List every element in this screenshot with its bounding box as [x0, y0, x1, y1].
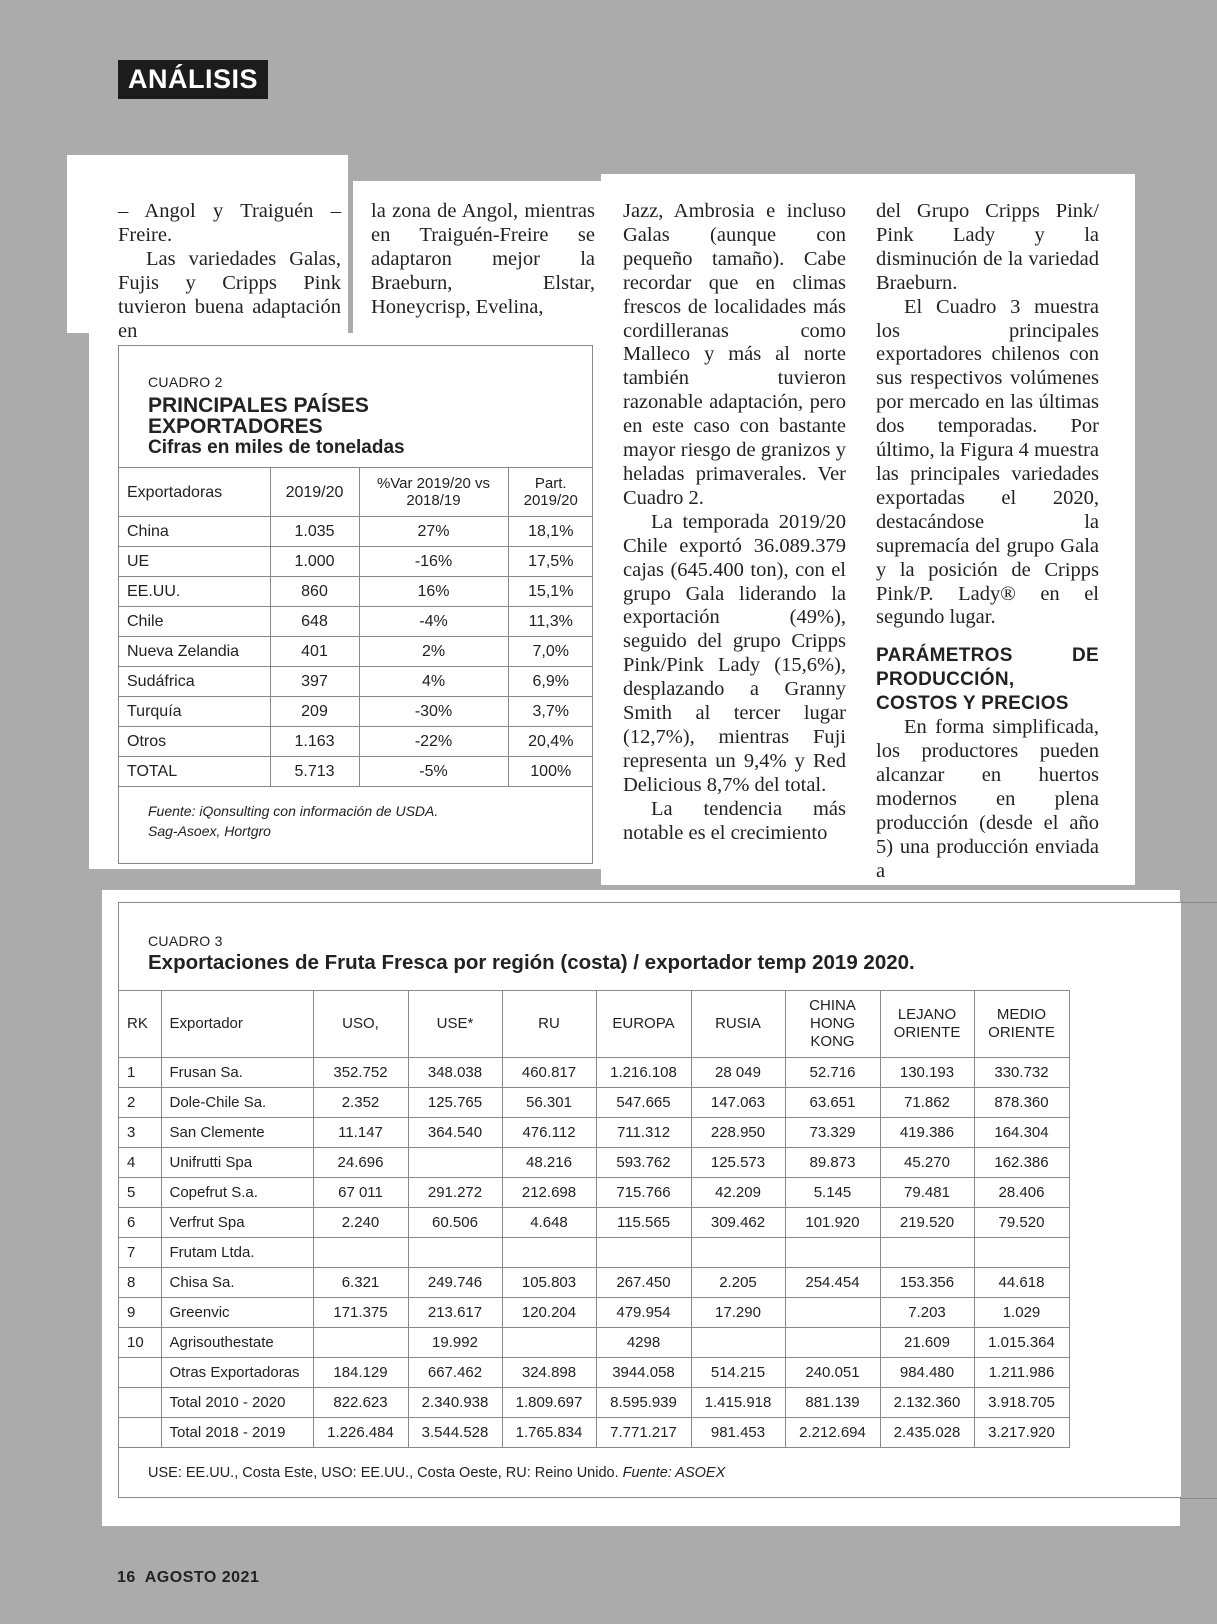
table-cell: 4.648	[502, 1208, 596, 1238]
table-cell: 4%	[359, 667, 508, 697]
table-cell: 2.240	[313, 1208, 408, 1238]
column-header-text: USO,	[342, 1015, 379, 1032]
table-row	[119, 727, 593, 757]
table-cell: 1.216.108	[596, 1058, 691, 1088]
table-cell: 981.453	[691, 1418, 785, 1448]
cuadro2-subtitle: Cifras en miles de toneladas	[148, 437, 405, 458]
table-row	[119, 637, 593, 667]
table-cell: 419.386	[880, 1118, 974, 1148]
source-line: Sag-Asoex, Hortgro	[148, 823, 271, 839]
table-row	[119, 1298, 1069, 1328]
table-cell: 5	[119, 1178, 161, 1208]
column-header	[359, 468, 508, 517]
table-cell: 67 011	[313, 1178, 408, 1208]
table-cell: 7.771.217	[596, 1418, 691, 1448]
text-column-3	[623, 200, 846, 845]
table-cell: Otras Exportadoras	[161, 1358, 313, 1388]
table-cell: 1.809.697	[502, 1388, 596, 1418]
table-cell: 89.873	[785, 1148, 880, 1178]
column-header	[502, 991, 596, 1058]
table-row	[119, 1418, 1069, 1448]
table-cell: -4%	[359, 607, 508, 637]
table-cell: 17.290	[691, 1298, 785, 1328]
text-column-2	[371, 200, 595, 320]
table-cell: 3944.058	[596, 1358, 691, 1388]
table-cell: 63.651	[785, 1088, 880, 1118]
table-cell: Turquía	[119, 697, 270, 727]
table-cell: 309.462	[691, 1208, 785, 1238]
table-row	[119, 1388, 1069, 1418]
table-cell: -22%	[359, 727, 508, 757]
column-header: 2019/20	[270, 468, 359, 517]
table-row	[119, 1268, 1069, 1298]
table-cell: 7,0%	[508, 637, 593, 667]
table-cell: 52.716	[785, 1058, 880, 1088]
table-cell: 881.139	[785, 1388, 880, 1418]
table-cell: 42.209	[691, 1178, 785, 1208]
table-cell	[691, 1328, 785, 1358]
table-cell	[785, 1238, 880, 1268]
table-cell: 6,9%	[508, 667, 593, 697]
table-cell	[785, 1298, 880, 1328]
table-cell: 648	[270, 607, 359, 637]
column-header-text: USE*	[436, 1015, 474, 1032]
table-cell: 822.623	[313, 1388, 408, 1418]
table-cell	[119, 1418, 161, 1448]
text-column-1	[118, 200, 341, 343]
table-row	[119, 1358, 1069, 1388]
table-cell	[880, 1238, 974, 1268]
table-cell: 2.212.694	[785, 1418, 880, 1448]
table-cell: 213.617	[408, 1298, 502, 1328]
column-header	[785, 991, 880, 1058]
table-cell	[119, 1358, 161, 1388]
table-cell: 4298	[596, 1328, 691, 1358]
table-cell: 3.544.528	[408, 1418, 502, 1448]
cuadro3-table	[119, 990, 1070, 1448]
table-cell: 2	[119, 1088, 161, 1118]
table-cell: Unifrutti Spa	[161, 1148, 313, 1178]
table-cell: EE.UU.	[119, 577, 270, 607]
column-header	[161, 991, 313, 1058]
table-cell: 1.765.834	[502, 1418, 596, 1448]
decorative-rule	[1180, 902, 1217, 903]
decorative-rule	[1180, 1498, 1217, 1499]
table-cell: 2%	[359, 637, 508, 667]
table-cell: 79.520	[974, 1208, 1069, 1238]
table-cell: 21.609	[880, 1328, 974, 1358]
paragraph: El Cuadro 3 muestra los principales exportadores chilenos con sus respectivos volúmenes por mercado en las últimas dos temporadas. Por último, la Figura 4 muestra las principales variedades exportadas el 2020, destacándose la supremacía del grupo Gala y la posición de Cripps Pink/P. Lady® en el segundo lugar.	[876, 295, 1099, 629]
table-cell	[691, 1238, 785, 1268]
table-header-row	[119, 468, 593, 517]
table-cell: China	[119, 517, 270, 547]
table-cell: 2.340.938	[408, 1388, 502, 1418]
table-cell: 364.540	[408, 1118, 502, 1148]
table-cell: 56.301	[502, 1088, 596, 1118]
cuadro3	[118, 902, 1181, 1498]
table-cell: 1.015.364	[974, 1328, 1069, 1358]
issue-date: AGOSTO 2021	[144, 1569, 260, 1586]
table-cell	[502, 1328, 596, 1358]
column-header-text: CHINA HONG KONG	[809, 997, 856, 1050]
paragraph: Jazz, Ambrosia e incluso Galas (aunque con pequeño tamaño). Cabe recordar que en climas frescos de localidades más cordilleranas como Malleco y más al norte también tuvieron razonable adaptación, pero en este caso con bastante mayor riesgo de granizos y heladas primaverales. Ver Cuadro 2.	[623, 200, 846, 509]
table-cell: Agrisouthestate	[161, 1328, 313, 1358]
table-cell: 397	[270, 667, 359, 697]
table-cell: 19.992	[408, 1328, 502, 1358]
table-row	[119, 1058, 1069, 1088]
column-header: Exportadoras	[119, 468, 270, 517]
table-cell: 125.573	[691, 1148, 785, 1178]
table-cell: 209	[270, 697, 359, 727]
table-cell: 254.454	[785, 1268, 880, 1298]
column-header	[119, 991, 161, 1058]
table-cell: Dole-Chile Sa.	[161, 1088, 313, 1118]
table-cell: 100%	[508, 757, 593, 787]
table-cell: 10	[119, 1328, 161, 1358]
table-cell: 984.480	[880, 1358, 974, 1388]
table-cell: 667.462	[408, 1358, 502, 1388]
column-header-text: EUROPA	[612, 1015, 675, 1032]
table-cell: Frutam Ltda.	[161, 1238, 313, 1268]
table-row	[119, 577, 593, 607]
table-cell: 11,3%	[508, 607, 593, 637]
table-cell: Frusan Sa.	[161, 1058, 313, 1088]
table-cell: 120.204	[502, 1298, 596, 1328]
column-header	[508, 468, 593, 517]
table-cell: 2.132.360	[880, 1388, 974, 1418]
table-cell: 711.312	[596, 1118, 691, 1148]
table-cell: 5.713	[270, 757, 359, 787]
table-cell: 44.618	[974, 1268, 1069, 1298]
table-row	[119, 1088, 1069, 1118]
table-cell: 11.147	[313, 1118, 408, 1148]
table-cell: 20,4%	[508, 727, 593, 757]
table-cell: Nueva Zelandia	[119, 637, 270, 667]
note-source: Fuente: ASOEX	[622, 1465, 726, 1481]
table-cell: 267.450	[596, 1268, 691, 1298]
table-cell: 7	[119, 1238, 161, 1268]
text-column-4	[876, 200, 1099, 884]
table-cell: 401	[270, 637, 359, 667]
table-cell: -16%	[359, 547, 508, 577]
table-cell: 125.765	[408, 1088, 502, 1118]
table-cell: 79.481	[880, 1178, 974, 1208]
table-row	[119, 697, 593, 727]
column-header	[974, 991, 1069, 1058]
table-cell: 9	[119, 1298, 161, 1328]
table-cell: 2.205	[691, 1268, 785, 1298]
table-cell: 219.520	[880, 1208, 974, 1238]
table-cell: 105.803	[502, 1268, 596, 1298]
paragraph: La temporada 2019/20 Chile exportó 36.089.379 cajas (645.400 ton), con el grupo Gala liderando la exportación (49%), seguido del grupo Cripps Pink/Pink Lady (15,6%), desplazando a Granny Smith al tercer lugar (12,7%), mientras Fuji representa un 9,4% y Red Delicious 8,7% del total.	[623, 510, 846, 796]
table-cell	[974, 1238, 1069, 1268]
table-cell: 147.063	[691, 1088, 785, 1118]
table-row	[119, 1208, 1069, 1238]
table-cell: 240.051	[785, 1358, 880, 1388]
table-cell: 249.746	[408, 1268, 502, 1298]
table-cell: 1.035	[270, 517, 359, 547]
table-cell: Otros	[119, 727, 270, 757]
table-cell: 1.163	[270, 727, 359, 757]
table-cell: 291.272	[408, 1178, 502, 1208]
table-cell: 184.129	[313, 1358, 408, 1388]
table-cell: 8.595.939	[596, 1388, 691, 1418]
table-cell: 5.145	[785, 1178, 880, 1208]
cuadro3-title: Exportaciones de Fruta Fresca por región (costa) / exportador temp 2019 2020.	[148, 951, 915, 974]
column-header-text: Part. 2019/20	[523, 475, 578, 509]
table-cell: 460.817	[502, 1058, 596, 1088]
source-line: Fuente: iQonsulting con información de USDA.	[148, 803, 439, 819]
table-row	[119, 547, 593, 577]
paragraph: Las variedades Galas, Fujis y Cripps Pink tuvieron buena adaptación en	[118, 247, 341, 342]
paragraph: – Angol y Traiguén – Freire.	[118, 200, 341, 246]
table-cell: Total 2010 - 2020	[161, 1388, 313, 1418]
table-cell: 1.415.918	[691, 1388, 785, 1418]
column-header-text: %Var 2019/20 vs 2018/19	[376, 475, 491, 509]
table-cell	[119, 1388, 161, 1418]
table-row	[119, 1328, 1069, 1358]
column-header-text: Exportador	[169, 1015, 243, 1032]
cuadro2-table	[119, 467, 593, 787]
table-cell: 715.766	[596, 1178, 691, 1208]
table-cell: 4	[119, 1148, 161, 1178]
table-cell: 476.112	[502, 1118, 596, 1148]
table-cell: 593.762	[596, 1148, 691, 1178]
table-row	[119, 667, 593, 697]
table-cell: 17,5%	[508, 547, 593, 577]
table-cell: 7.203	[880, 1298, 974, 1328]
table-row	[119, 607, 593, 637]
table-cell: 1	[119, 1058, 161, 1088]
table-cell: 2.435.028	[880, 1418, 974, 1448]
cuadro3-note	[148, 1465, 725, 1481]
table-cell: 27%	[359, 517, 508, 547]
table-cell: 115.565	[596, 1208, 691, 1238]
table-cell	[502, 1238, 596, 1268]
column-header-text: RK	[127, 1015, 148, 1032]
table-cell: 18,1%	[508, 517, 593, 547]
paragraph: En forma simplificada, los productores pueden alcanzar en huertos modernos en plena producción (desde el año 5) una producción enviada a	[876, 716, 1099, 882]
column-header	[880, 991, 974, 1058]
table-cell: 352.752	[313, 1058, 408, 1088]
table-cell: 171.375	[313, 1298, 408, 1328]
section-heading: PARÁMETROS DE PRODUCCIÓN, COSTOS Y PRECIOS	[876, 645, 1099, 715]
section-tag: ANÁLISIS	[118, 60, 268, 99]
table-row	[119, 1178, 1069, 1208]
table-cell: 324.898	[502, 1358, 596, 1388]
cuadro2-title-line: EXPORTADORES	[148, 415, 323, 438]
table-cell: 330.732	[974, 1058, 1069, 1088]
table-cell: Copefrut S.a.	[161, 1178, 313, 1208]
table-cell: 48.216	[502, 1148, 596, 1178]
cuadro3-label: CUADRO 3	[148, 933, 223, 949]
table-cell: 164.304	[974, 1118, 1069, 1148]
page-footer	[117, 1569, 259, 1587]
table-cell: 45.270	[880, 1148, 974, 1178]
table-row	[119, 1148, 1069, 1178]
table-row	[119, 757, 593, 787]
table-cell: 3.918.705	[974, 1388, 1069, 1418]
table-cell: 479.954	[596, 1298, 691, 1328]
table-cell: Sudáfrica	[119, 667, 270, 697]
table-cell	[313, 1328, 408, 1358]
cuadro2-title-line: PRINCIPALES PAÍSES	[148, 394, 369, 417]
table-cell: 348.038	[408, 1058, 502, 1088]
table-cell: Verfrut Spa	[161, 1208, 313, 1238]
table-cell: 60.506	[408, 1208, 502, 1238]
table-cell: 1.029	[974, 1298, 1069, 1328]
column-header	[596, 991, 691, 1058]
column-header	[408, 991, 502, 1058]
table-cell	[313, 1238, 408, 1268]
table-header-row	[119, 991, 1069, 1058]
column-header	[313, 991, 408, 1058]
table-cell: 3,7%	[508, 697, 593, 727]
table-cell: Total 2018 - 2019	[161, 1418, 313, 1448]
table-cell: 1.000	[270, 547, 359, 577]
column-header-text: RU	[538, 1015, 560, 1032]
table-cell: San Clemente	[161, 1118, 313, 1148]
table-cell: Greenvic	[161, 1298, 313, 1328]
table-cell: Chile	[119, 607, 270, 637]
table-cell: 130.193	[880, 1058, 974, 1088]
column-header-text: MEDIO ORIENTE	[988, 1006, 1055, 1041]
table-cell: 3.217.920	[974, 1418, 1069, 1448]
table-row	[119, 517, 593, 547]
table-cell: 228.950	[691, 1118, 785, 1148]
page-number: 16	[117, 1569, 136, 1586]
table-cell: 153.356	[880, 1268, 974, 1298]
table-cell: 3	[119, 1118, 161, 1148]
table-cell: 28 049	[691, 1058, 785, 1088]
note-text: USE: EE.UU., Costa Este, USO: EE.UU., Costa Oeste, RU: Reino Unido.	[148, 1465, 619, 1481]
table-cell: 162.386	[974, 1148, 1069, 1178]
table-cell: 101.920	[785, 1208, 880, 1238]
paragraph: La tendencia más notable es el crecimiento	[623, 797, 846, 844]
table-cell: 878.360	[974, 1088, 1069, 1118]
table-cell: 73.329	[785, 1118, 880, 1148]
paragraph: la zona de Angol, mientras en Traiguén-Freire se adaptaron mejor la Braeburn, Elstar, Honeycrisp, Evelina,	[371, 200, 595, 318]
table-cell: 71.862	[880, 1088, 974, 1118]
table-row	[119, 1118, 1069, 1148]
table-cell: 2.352	[313, 1088, 408, 1118]
cuadro2-source	[148, 801, 438, 841]
table-cell: 8	[119, 1268, 161, 1298]
table-cell: 1.226.484	[313, 1418, 408, 1448]
table-cell	[785, 1328, 880, 1358]
table-cell: -30%	[359, 697, 508, 727]
table-cell: 1.211.986	[974, 1358, 1069, 1388]
table-cell: 15,1%	[508, 577, 593, 607]
table-cell	[596, 1238, 691, 1268]
table-row	[119, 1238, 1069, 1268]
cuadro2-title	[148, 395, 405, 459]
table-cell: 547.665	[596, 1088, 691, 1118]
cuadro2-label: CUADRO 2	[148, 374, 223, 390]
table-cell: 212.698	[502, 1178, 596, 1208]
table-cell	[408, 1238, 502, 1268]
table-cell: 514.215	[691, 1358, 785, 1388]
paragraph: del Grupo Cripps Pink/ Pink Lady y la disminución de la variedad Braeburn.	[876, 200, 1099, 294]
table-cell: 860	[270, 577, 359, 607]
table-cell: 24.696	[313, 1148, 408, 1178]
table-cell	[408, 1148, 502, 1178]
table-cell: 16%	[359, 577, 508, 607]
column-header-text: RUSIA	[715, 1015, 761, 1032]
table-cell: Chisa Sa.	[161, 1268, 313, 1298]
table-cell: -5%	[359, 757, 508, 787]
table-cell: 28.406	[974, 1178, 1069, 1208]
table-cell: TOTAL	[119, 757, 270, 787]
table-cell: UE	[119, 547, 270, 577]
column-header-text: LEJANO ORIENTE	[893, 1006, 961, 1041]
column-header	[691, 991, 785, 1058]
table-cell: 6	[119, 1208, 161, 1238]
cuadro2	[118, 345, 593, 864]
table-cell: 6.321	[313, 1268, 408, 1298]
